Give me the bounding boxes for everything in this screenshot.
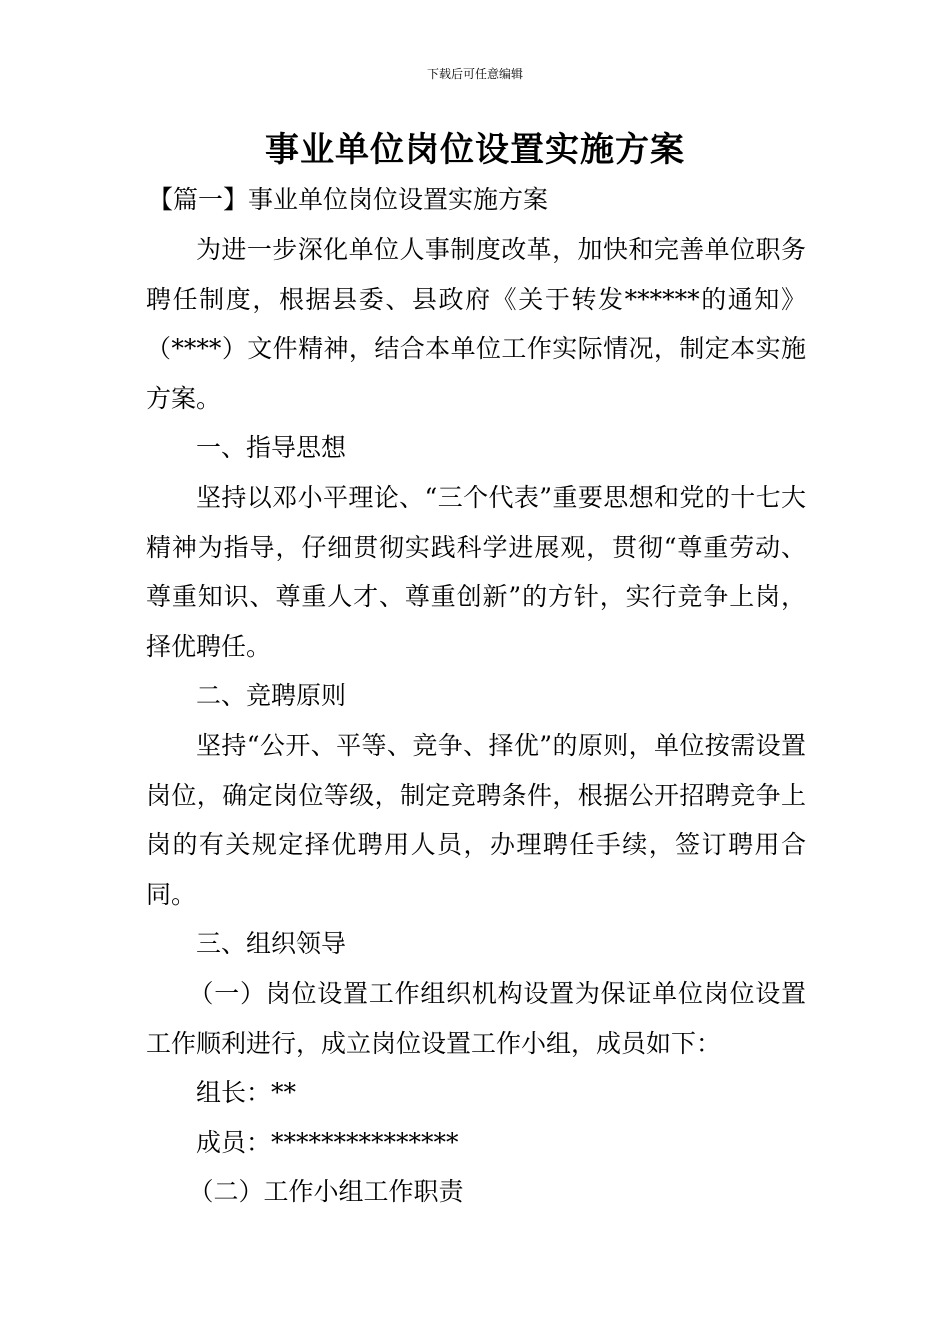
paragraph-recruitment-principle: 坚持“公开、平等、竞争、择优”的原则，单位按需设置岗位，确定岗位等级，制定竞聘条件，根据公开招聘竞争上岗的有关规定择优聘用人员，办理聘任手续，签订聘用合同。 [146,730,806,909]
paragraph-group-leader: 组长：** [196,1078,297,1108]
header-note: 下载后可任意编辑 [426,67,523,81]
paragraph-guiding-ideology: 坚持以邓小平理论、“三个代表”重要思想和党的十七大精神为指导，仔细贯彻实践科学进展观，贯彻“尊重劳动、尊重知识、尊重人才、尊重创新”的方针，实行竞争上岗，择优聘任。 [146,482,806,661]
paragraph-group-members: 成员：*************** [196,1127,459,1157]
paragraph-organization-setup: （一）岗位设置工作组织机构设置为保证单位岗位设置工作顺利进行，成立岗位设置工作小组，成员如下： [146,978,806,1058]
heading-organization-leadership: 三、组织领导 [196,929,347,959]
heading-guiding-ideology: 一、指导思想 [196,433,347,463]
document-title: 事业单位岗位设置实施方案 [265,130,685,170]
section-heading: 【篇一】事业单位岗位设置实施方案 [148,185,549,214]
paragraph-intro: 为进一步深化单位人事制度改革，加快和完善单位职务聘任制度，根据县委、县政府《关于转发******的通知》（****）文件精神，结合本单位工作实际情况，制定本实施方案。 [146,235,806,413]
paragraph-group-duties: （二）工作小组工作职责 [188,1177,464,1207]
heading-recruitment-principle: 二、竞聘原则 [196,681,347,711]
document-body [146,225,806,1217]
